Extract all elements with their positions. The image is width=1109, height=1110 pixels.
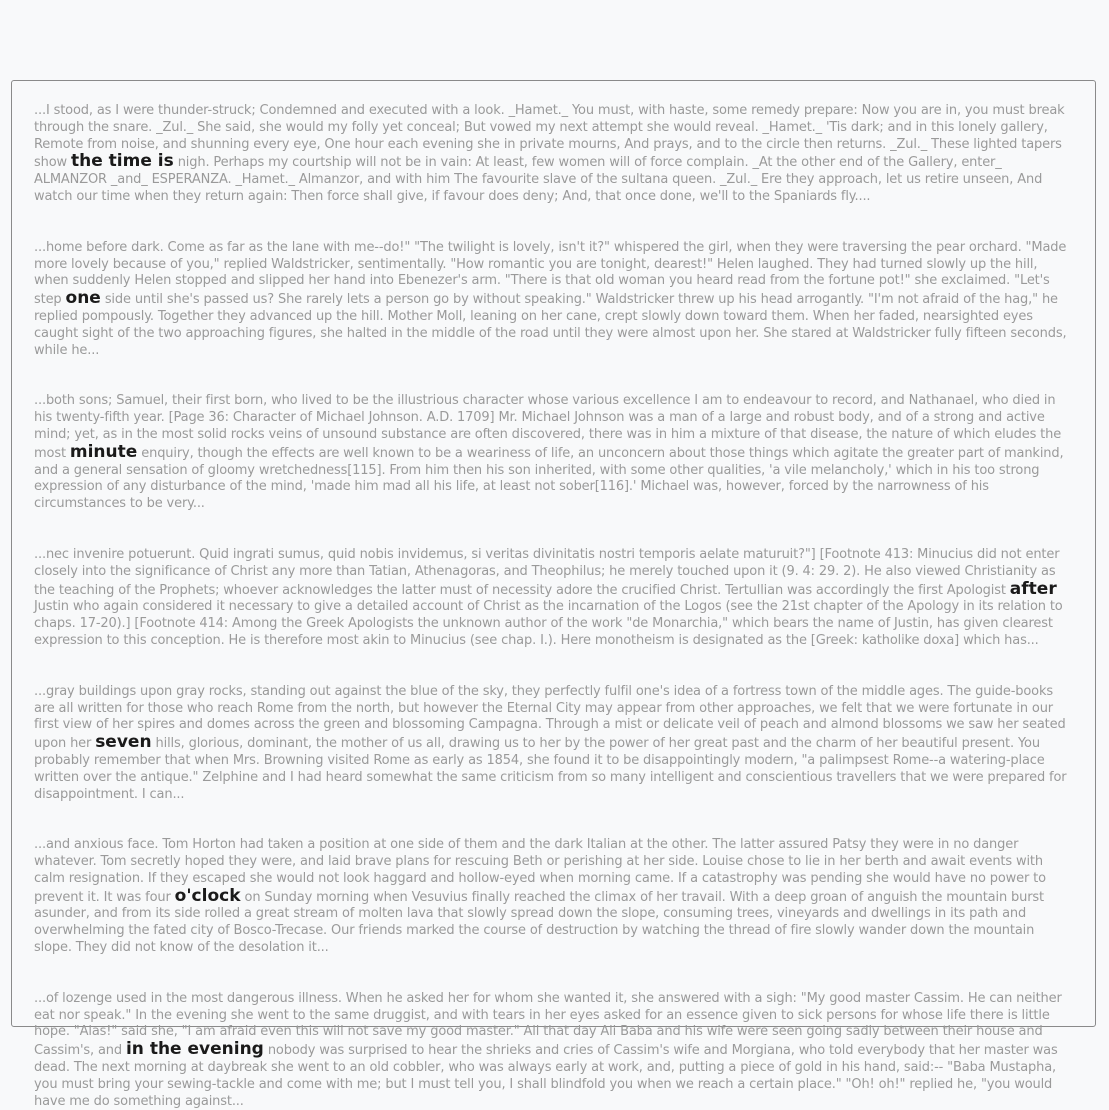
highlighted-phrase: in the evening [125,1039,264,1060]
excerpt-text-before: ...both sons; Samuel, their first born, who lived to be the illustrious character whose various excellence I am to endeavour to record, and Nathanael, who died in his twenty-fifth year. [Page 36: Character of Michael Johnson. A.D. 1709] Mr. Michael Johnson was a man of a large and robust body, and of a strong and active mind; yet, as in the most solid rocks veins of unsound substance are often discovered, there was in him a mixture of that disease, the nature of which eludes the most [34,393,1062,461]
excerpt-text-after: hills, glorious, dominant, the mother of us all, drawing us to her by the power of her great past and the charm of her beautiful present. You probably remember that when Mrs. Browning visited Rome as early as 1854, she found it to be disappointingly modern, "a palimpsest Rome--a watering-place written over the antique." Zelphine and I had heard somewhat the same criticism from so many intelligent and conscientious travellers that we were prepared for disappointment. I can... [34,736,1067,802]
excerpt-2 [34,240,1073,360]
excerpt-text-before: ...gray buildings upon gray rocks, standing out against the blue of the sky, they perfectly fulfil one's idea of a fortress town of the middle ages. The guide-books are all written for those who reach Rome from the north, but however the Eternal City may appear from other approaches, we felt that we were fortunate in our first view of her spires and domes across the green and blossoming Campagna. Through a mist or delicate veil of peach and almond blossoms we saw her seated upon her [34,683,1066,752]
highlighted-phrase: seven [95,732,152,753]
excerpts-panel [11,80,1096,1109]
excerpt-1 [34,103,1073,206]
excerpt-text-before: ...nec invenire potuerunt. Quid ingrati sumus, quid nobis invidemus, si veritas divinitatis nostri temporis aelate maturuit?"] [Footnote 413: Minucius did not enter closely into the significance of Christ any more than Tatian, Athenagoras, and Theophilus; he merely touched upon it (9. 4: 29. 2). He also viewed Christianity as the teaching of the Prophets; whoever acknowledges the latter must of necessity adore the crucified Christ. Tertullian was accordingly the first Apologist [34,546,1060,598]
excerpt-text-before: ...and anxious face. Tom Horton had taken a position at one side of them and the dark Italian at the other. The latter assured Patsy they were in no danger whatever. Tom secretly hoped they were, and laid brave plans for rescuing Beth or perishing at her side. Louise chose to lie in her berth and await events with calm resignation. If they escaped she would not look haggard and hollow-eyed when morning came. If a catastrophy was pending she would have no power to prevent it. It was four [34,837,1046,905]
excerpt-3 [34,393,1073,513]
excerpt-text-before: ...I stood, as I were thunder-struck; Condemned and executed with a look. _Hamet._ You must, with haste, some remedy prepare: Now you are in, you must break through the snare. _Zul._ She said, she would my folly yet conceal; But vowed my next attempt she would reveal. _Hamet._ 'Tis dark; and in this lonely gallery, Remote from noise, and shunning every eye, One hour each evening she in private mourns, And prays, and to the circle then returns. _Zul._ These lighted tapers show [34,103,1065,171]
excerpt-text-before: ...of lozenge used in the most dangerous illness. When he asked her for whom she wanted it, she answered with a sigh: "My good master Cassim. He can neither eat nor speak." In the evening she went to the same druggist, and with tears in her eyes asked for an essence given to sick persons for whose life there is little hope. "Alas!" said she, "I am afraid even this will not save my good master." All that day Ali Baba and his wife were seen going sadly between their house and Cassim's, and [34,990,1062,1059]
excerpt-text-after: nobody was surprised to hear the shrieks and cries of Cassim's wife and Morgiana, who told everybody that her master was dead. The next morning at daybreak she went to an old cobbler, who was always early at work, and, putting a piece of gold in his hand, said:-- "Baba Mustapha, you must bring your sewing-tackle and come with me; but I must tell you, I shall blindfold you when we reach a certain place." "Oh! oh!" replied he, "you would have me do something against... [34,1043,1058,1109]
highlighted-phrase: o'clock [174,885,241,906]
excerpt-text-after: Justin who again considered it necessary to give a detailed account of Christ as the incarnation of the Logos (see the 21st chapter of the Apology in its relation to chaps. 17-20).] [Footnote 414: Among the Greek Apologists the unknown author of the work "de Monarchia," which bears the name of Justin, has given clearest expression to this conception. He is therefore most akin to Minucius (see chap. I.). Here monotheism is designated as the [Greek: katholike doxa] which has... [34,599,1063,648]
excerpt-text-before: ...home before dark. Come as far as the lane with me--do!" "The twilight is lovely, isn't it?" whispered the girl, when they were traversing the pear orchard. "Made more lovely because of you," replied Waldstricker, sentimentally. "How romantic you are tonight, dearest!" Helen laughed. They had turned slowly up the hill, when suddenly Helen stopped and slipped her hand into Ebenezer's arm. "There is that old woman you heard read from the fortune pot!" she exclaimed. "Let's step [34,239,1067,308]
excerpt-5 [34,684,1073,804]
excerpt-4 [34,547,1073,650]
excerpt-text-after: side until she's passed us? She rarely lets a person go by without speaking." Waldstricker threw up his head arrogantly. "I'm not afraid of the hag," he replied pompously. Together they advanced up the hill. Mother Moll, leaning on her cane, crept slowly down toward them. When her faded, nearsighted eyes caught sight of the two approaching figures, she halted in the middle of the road until they were almost upon her. She stared at Waldstricker fully fifteen seconds, while he... [34,292,1067,358]
excerpt-text-after: on Sunday morning when Vesuvius finally reached the climax of her travail. With a deep groan of anguish the mountain burst asunder, and from its side rolled a great stream of molten lava that slowly spread down the slope, consuming trees, vineyards and dwellings in its path and overwhelming the fated city of Bosco-Trecase. Our friends marked the course of destruction by watching the thread of fire slowly wander down the mountain slope. They did not know of the desolation it... [34,889,1044,956]
excerpt-6 [34,837,1073,957]
highlighted-phrase: the time is [70,151,174,172]
highlighted-phrase: after [1009,578,1057,599]
excerpt-7 [34,991,1073,1110]
highlighted-phrase: minute [69,441,138,462]
highlighted-phrase: one [65,288,101,309]
excerpt-text-after: nigh. Perhaps my courtship will not be in vain: At least, few women will of force complain. _At the other end of the Gallery, enter_ ALMANZOR _and_ ESPERANZA. _Hamet._ Almanzor, and with him The favourite slave of the sultana queen. _Zul._ Ere they approach, let us retire unseen, And watch our time when they return again: Then force shall give, if favour does deny; And, that once done, we'll to the Spaniards fly.... [34,155,1043,204]
excerpt-text-after: enquiry, though the effects are well known to be a weariness of life, an unconcern about those things which agitate the greater part of mankind, and a general sensation of gloomy wretchedness[115]. From him then his son inherited, with some other qualities, 'a vile melancholy,' which in his too strong expression of any disturbance of the mind, 'made him mad all his life, at least not sober[116].' Michael was, however, forced by the narrowness of his circumstances to be very... [34,445,1064,512]
